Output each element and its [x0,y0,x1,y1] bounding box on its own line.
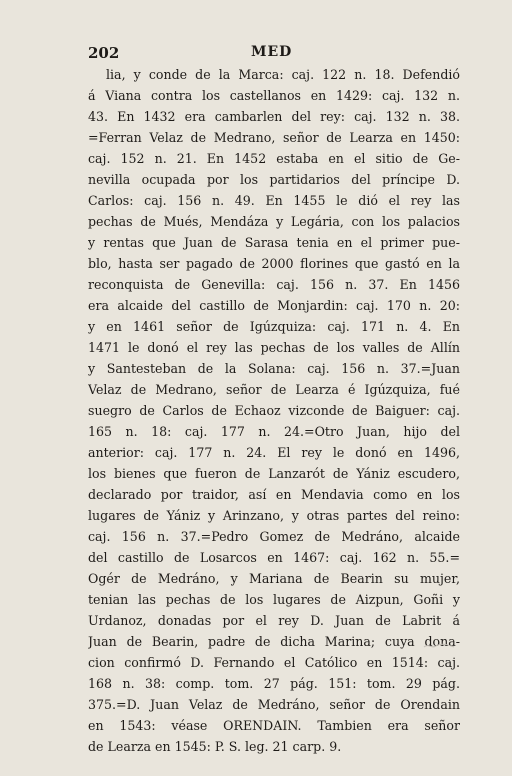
library-stamp-mark [422,641,456,651]
body-text [88,64,460,757]
text-line: 165 n. 18: caj. 177 n. 24.=Otro Juan, hijo del [88,424,460,439]
text-line: tenian las pechas de los lugares de Aizpun, Goñi y [88,592,460,607]
text-line: lia, y conde de la Marca: caj. 122 n. 18. Defendió [106,67,460,82]
text-line: Ogér de Medráno, y Mariana de Bearin su mujer, [88,571,460,586]
text-line: nevilla ocupada por los partidarios del príncipe D. [88,172,460,187]
text-line: y rentas que Juan de Sarasa tenia en el primer pue- [88,235,460,250]
text-line: reconquista de Genevilla: caj. 156 n. 37. En 1456 [88,277,460,292]
text-line: declarado por traidor, así en Mendavia como en los [88,487,460,502]
page-header [88,44,460,64]
text-line: 168 n. 38: comp. tom. 27 pág. 151: tom. 29 pág. [88,676,460,691]
text-line: los bienes que fueron de Lanzarót de Yániz escudero, [88,466,460,481]
text-line: Urdanoz, donadas por el rey D. Juan de Labrit á [88,613,460,628]
text-line: 1471 le donó el rey las pechas de los valles de Allín [88,340,460,355]
text-line: caj. 152 n. 21. En 1452 estaba en el sitio de Ge- [88,151,460,166]
text-line: anterior: caj. 177 n. 24. El rey le donó en 1496, [88,445,460,460]
text-line: 375.=D. Juan Velaz de Medráno, señor de Orendain [88,697,460,712]
text-line: lugares de Yániz y Arinzano, y otras partes del reino: [88,508,460,523]
text-line: y en 1461 señor de Igúzquiza: caj. 171 n. 4. En [88,319,460,334]
text-line: Velaz de Medrano, señor de Learza é Igúzquiza, fué [88,382,460,397]
text-line: en 1543: véase ORENDAIN. Tambien era señor [88,718,460,733]
text-line: de Learza en 1545: P. S. leg. 21 carp. 9. [88,739,342,754]
text-line: del castillo de Losarcos en 1467: caj. 162 n. 55.= [88,550,460,565]
text-line: Juan de Bearin, padre de dicha Marina; cuya dona- [88,634,460,649]
text-line: =Ferran Velaz de Medrano, señor de Learza en 1450: [88,130,460,145]
text-line: 43. En 1432 era cambarlen del rey: caj. 132 n. 38. [88,109,460,124]
text-line: á Viana contra los castellanos en 1429: caj. 132 n. [88,88,460,103]
text-line: pechas de Mués, Mendáza y Legária, con los palacios [88,214,460,229]
page-number: 202 [88,44,120,62]
text-line: cion confirmó D. Fernando el Católico en 1514: caj. [88,655,460,670]
text-line: Carlos: caj. 156 n. 49. En 1455 le dió el rey las [88,193,460,208]
text-line: suegro de Carlos de Echaoz vizconde de Baiguer: caj. [88,403,460,418]
text-line: y Santesteban de la Solana: caj. 156 n. 37.=Juan [88,361,460,376]
text-line: era alcaide del castillo de Monjardin: caj. 170 n. 20: [88,298,460,313]
running-head: MED [251,44,293,60]
text-line: caj. 156 n. 37.=Pedro Gomez de Medráno, alcaide [88,529,460,544]
text-line: blo, hasta ser pagado de 2000 florines que gastó en la [88,256,460,271]
